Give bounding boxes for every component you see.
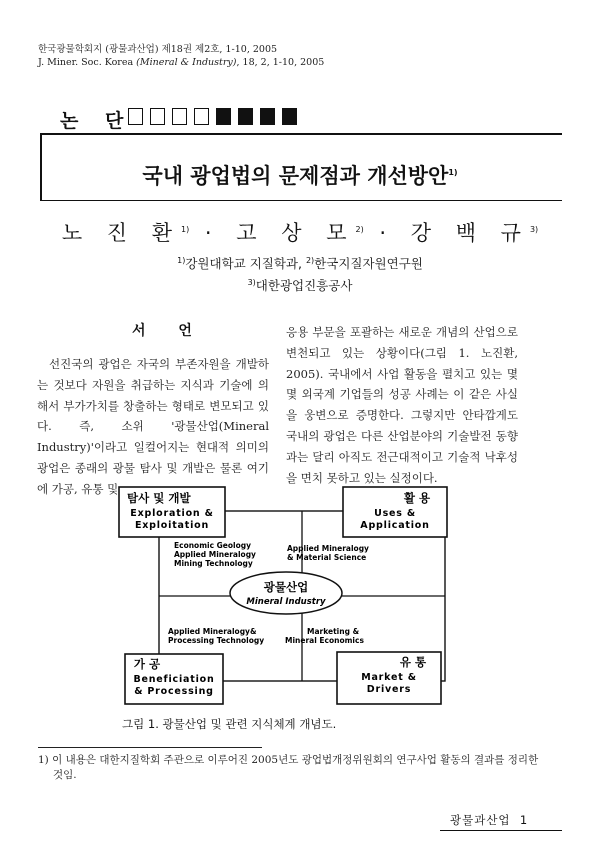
box-application-en2: Application <box>360 520 430 531</box>
box-exploration-ko: 탐사 및 개발 <box>127 491 191 505</box>
box-application <box>343 487 447 537</box>
center-en: Mineral Industry <box>246 597 326 607</box>
box-market-en1: Market & <box>361 672 417 683</box>
box-market-en2: Drivers <box>366 684 412 695</box>
affiliation-line-2: $^{3)}$대한광업진흥공사 <box>247 277 353 293</box>
paper-title: 국내 광업법의 문제점과 개선방안$^{1)}$ <box>142 164 458 188</box>
quadrant-top-right-2: & Material Science <box>287 553 367 562</box>
box-processing-en1: Beneficiation <box>133 674 215 685</box>
quadrant-top-left-3: Mining Technology <box>174 559 253 568</box>
author-list: 노 진 환$^{1)}$ · 고 상 모$^{2)}$ · 강 백 규$^{3)}$ <box>61 221 539 245</box>
box-processing-ko: 가 공 <box>133 657 161 671</box>
quadrant-bottom-right-1: Marketing & <box>307 627 360 636</box>
intro-right-column: 응용 부문을 포괄하는 새로운 개념의 산업으로 변천되고 있는 상황이다(그림 1. 노진환, 2005). 국내에서 사업 활동을 펼치고 있는 몇몇 외국계 기업들의 성공 사례는 이 같은 사실을 웅변으로 증명한다. 그렇지만 안타깝게도 국내의 광업은 다른 산업분야의 기술발전 동향과는 달리 아직도 전근대적이고 기술적 낙후성을 면치 못하고 있는 실정이다. <box>286 325 518 485</box>
box-application-en1: Uses & <box>374 508 416 519</box>
box-application-ko: 활 용 <box>403 491 431 505</box>
section-label: 논 단 <box>60 110 134 132</box>
footnote-rule <box>38 747 262 748</box>
intro-heading: 서 언 <box>132 323 206 339</box>
journal-header-english: J. Miner. Soc. Korea (Mineral & Industry), 18, 2, 1-10, 2005 <box>38 57 325 68</box>
title-top-rule <box>40 133 562 135</box>
title-bottom-rule <box>40 200 562 201</box>
figure-caption: 그림 1. 광물산업 및 관련 지식체계 개념도. <box>122 717 337 731</box>
page-footer: 광물과산업 1 <box>450 813 529 827</box>
footnote-line-1: 1) 이 내용은 대한지질학회 주관으로 이루어진 2005년도 광업법개정위원회의 연구사업 활동의 결과를 정리한 <box>38 754 539 766</box>
affiliation-line-1: $^{1)}$강원대학교 지질학과, $^{2)}$한국지질자원연구원 <box>177 255 423 271</box>
quadrant-top-right-1: Applied Mineralogy <box>287 544 369 553</box>
quadrant-top-left-1: Economic Geology <box>174 541 252 550</box>
footnote-line-2: 것임. <box>53 769 77 781</box>
box-exploration-en2: Exploitation <box>134 520 210 531</box>
quadrant-bottom-left-1: Applied Mineralogy& <box>168 627 257 636</box>
quadrant-top-left-2: Applied Mineralogy <box>174 550 256 559</box>
box-processing-en2: & Processing <box>134 686 214 697</box>
quadrant-bottom-left-2: Processing Technology <box>168 636 265 645</box>
intro-left-column: 선진국의 광업은 자국의 부존자원을 개발하는 것보다 자원을 취급하는 지식과 기술에 의해서 부가가치를 창출하는 형태로 변모되고 있다. 즉, 소위 '광물산업(Mineral Industry)'이라고 일컬어지는 현대적 의미의 광업은 종래의 광물 탐사 및 개발은 물론 여기에 가공, 유통 및 <box>37 357 269 496</box>
box-exploration-en1: Exploration & <box>130 508 214 519</box>
box-exploration <box>119 487 225 537</box>
mineral-industry-diagram <box>117 485 487 710</box>
quadrant-bottom-right-2: Mineral Economics <box>285 636 364 645</box>
center-ellipse <box>230 572 342 614</box>
center-ko: 광물산업 <box>263 580 309 594</box>
journal-header-korean: 한국광물학회지 (광물과산업) 제18권 제2호, 1-10, 2005 <box>38 44 278 55</box>
box-processing <box>125 654 223 704</box>
footer-rule <box>440 830 562 831</box>
box-market <box>337 652 441 704</box>
box-market-ko: 유 통 <box>399 655 427 669</box>
